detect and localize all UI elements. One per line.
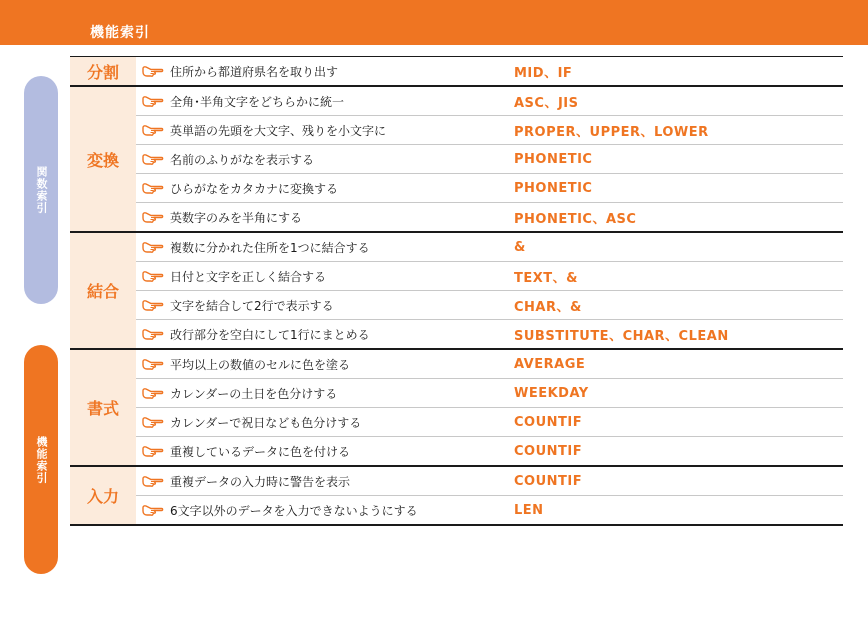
pointing-hand-icon <box>142 504 164 516</box>
index-row[interactable] <box>136 203 843 231</box>
row-description: 平均以上の数値のセルに色を塗る <box>170 357 351 372</box>
pointing-hand-icon <box>142 416 164 428</box>
row-functions: SUBSTITUTE、CHAR、CLEAN <box>514 328 729 344</box>
row-functions: & <box>514 239 526 255</box>
row-description: 6文字以外のデータを入力できないようにする <box>170 503 418 518</box>
index-row[interactable] <box>136 291 843 320</box>
row-description: 文字を結合して2行で表示する <box>170 298 334 313</box>
row-description: 全角･半角文字をどちらかに統一 <box>170 94 345 109</box>
pointing-hand-icon <box>142 95 164 107</box>
row-functions: PHONETIC <box>514 180 593 196</box>
index-row[interactable] <box>136 262 843 291</box>
index-row[interactable] <box>136 350 843 379</box>
index-table <box>70 56 843 526</box>
row-description: 重複しているデータに色を付ける <box>170 444 351 459</box>
row-functions: ASC、JIS <box>514 95 579 111</box>
row-functions: COUNTIF <box>514 414 583 430</box>
pointing-hand-icon <box>142 299 164 311</box>
row-description: 住所から都道府県名を取り出す <box>170 64 339 79</box>
row-functions: MID、IF <box>514 65 573 81</box>
row-functions: PROPER、UPPER、LOWER <box>514 124 709 140</box>
row-functions: COUNTIF <box>514 443 583 459</box>
index-row[interactable] <box>136 496 843 524</box>
index-row[interactable] <box>136 408 843 437</box>
pointing-hand-icon <box>142 270 164 282</box>
pointing-hand-icon <box>142 153 164 165</box>
header-bar <box>0 0 868 45</box>
category-label: 書式 <box>70 350 136 465</box>
side-tab-function-index[interactable] <box>24 76 58 304</box>
category-group <box>70 233 843 350</box>
side-tab-feature-index[interactable] <box>24 345 58 574</box>
row-description: 英単語の先頭を大文字、残りを小文字に <box>170 123 387 138</box>
pointing-hand-icon <box>142 182 164 194</box>
category-label: 変換 <box>70 87 136 231</box>
row-functions: WEEKDAY <box>514 385 589 401</box>
row-description: 改行部分を空白にして1行にまとめる <box>170 327 370 342</box>
pointing-hand-icon <box>142 328 164 340</box>
index-row[interactable] <box>136 437 843 465</box>
index-row[interactable] <box>136 379 843 408</box>
index-row[interactable] <box>136 320 843 348</box>
page-title: 機能索引 <box>90 25 150 41</box>
row-description: 名前のふりがなを表示する <box>170 152 315 167</box>
category-label: 入力 <box>70 467 136 524</box>
index-row[interactable] <box>136 174 843 203</box>
side-tab-label: 関数索引 <box>35 166 48 214</box>
index-row[interactable] <box>136 57 843 85</box>
category-label: 分割 <box>70 57 136 85</box>
row-description: カレンダーで祝日なども色分けする <box>170 415 362 430</box>
side-tab-label: 機能索引 <box>35 435 48 484</box>
index-row[interactable] <box>136 145 843 174</box>
row-description: 日付と文字を正しく結合する <box>170 269 327 284</box>
row-functions: PHONETIC、ASC <box>514 211 637 227</box>
category-label: 結合 <box>70 233 136 348</box>
pointing-hand-icon <box>142 124 164 136</box>
index-row[interactable] <box>136 87 843 116</box>
row-functions: COUNTIF <box>514 473 583 489</box>
row-functions: PHONETIC <box>514 151 593 167</box>
pointing-hand-icon <box>142 445 164 457</box>
row-description: ひらがなをカタカナに変換する <box>170 181 339 196</box>
category-group <box>70 467 843 526</box>
pointing-hand-icon <box>142 241 164 253</box>
category-group <box>70 87 843 233</box>
pointing-hand-icon <box>142 475 164 487</box>
index-row[interactable] <box>136 233 843 262</box>
row-description: 英数字のみを半角にする <box>170 210 303 225</box>
index-row[interactable] <box>136 116 843 145</box>
pointing-hand-icon <box>142 65 164 77</box>
pointing-hand-icon <box>142 358 164 370</box>
row-functions: AVERAGE <box>514 356 586 372</box>
row-functions: TEXT、& <box>514 270 578 286</box>
row-description: 重複データの入力時に警告を表示 <box>170 474 351 489</box>
row-functions: LEN <box>514 502 544 518</box>
index-row[interactable] <box>136 467 843 496</box>
pointing-hand-icon <box>142 211 164 223</box>
row-description: カレンダーの土日を色分けする <box>170 386 338 401</box>
category-group <box>70 350 843 467</box>
category-group <box>70 56 843 87</box>
row-functions: CHAR、& <box>514 299 582 315</box>
row-description: 複数に分かれた住所を1つに結合する <box>170 240 370 255</box>
pointing-hand-icon <box>142 387 164 399</box>
